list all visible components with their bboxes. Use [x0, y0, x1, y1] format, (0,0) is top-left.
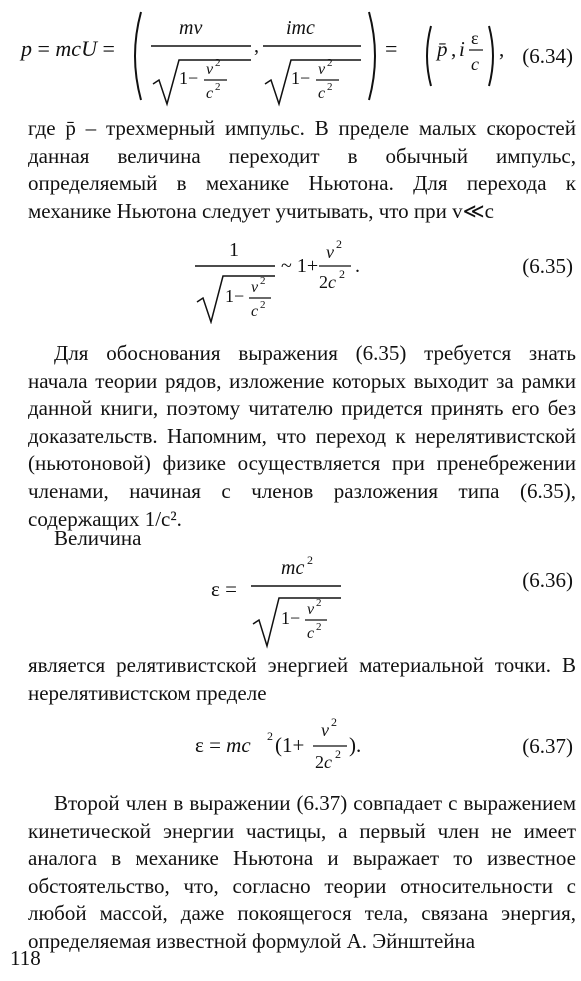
svg-text:ε =: ε = — [210, 577, 237, 601]
svg-text:~ 1+: ~ 1+ — [280, 255, 318, 277]
svg-text:v: v — [306, 601, 314, 618]
svg-text:v: v — [250, 279, 258, 296]
paragraph-5: Второй член в выражении (6.37) совпадает с выражением кинетической энергии частицы, а первый член не имеет аналога в механике Ньютона и выражает то известное обстоятельство, что, согласно теории относительности с любой массой, даже покоящегося тела, связана энергия, определяемая известной формулой А. Эйнштейна — [28, 791, 576, 953]
svg-text:,: , — [498, 37, 504, 61]
svg-text:2: 2 — [214, 81, 220, 93]
svg-text:mv⃗: mv⃗ — [178, 17, 218, 39]
svg-text:2: 2 — [326, 81, 332, 93]
equation-6-34 — [0, 4, 581, 108]
equation-number: (6.37) — [522, 734, 573, 758]
svg-text:1−: 1− — [280, 608, 300, 628]
equation-6-37-formula — [191, 710, 391, 786]
equation-6-37 — [0, 710, 581, 786]
svg-text:(1+: (1+ — [274, 733, 304, 757]
svg-text:2: 2 — [326, 57, 332, 69]
equation-6-34-vector — [421, 4, 531, 108]
svg-text:2: 2 — [266, 729, 273, 743]
paragraph-1: где p̄ – трехмерный импульс. В пределе малых скоростей данная величина переходит в обычный импульс, определяемый в механике Ньютона. Для перехода к механике Ньютона следует учитывать, что при v≪c — [28, 116, 576, 223]
svg-text:2: 2 — [315, 597, 321, 609]
equation-number: (6.35) — [522, 254, 573, 278]
svg-text:ε: ε — [470, 28, 479, 48]
equation-6-36 — [0, 550, 581, 650]
svg-text:2: 2 — [259, 275, 265, 287]
svg-text:c: c — [205, 85, 213, 102]
svg-text:1−: 1− — [178, 68, 198, 88]
paragraph-2: Для обоснования выражения (6.35) требуется знать начала теории рядов, изложение которых выходит за рамки данной книги, поэтому читателю придется принять его без доказательств. Напомним, что переход к нерелятивистской (ньютоновой) физике осуществляется при пренебрежении членами, начиная с членов разложения типа (6.35), содержащих 1/c². — [28, 341, 576, 531]
svg-text:v: v — [317, 61, 325, 78]
svg-text:p̄: p̄ — [436, 37, 447, 61]
page-number: 118 — [10, 946, 41, 970]
svg-text:=: = — [384, 36, 397, 61]
svg-text:2c: 2c — [314, 752, 332, 772]
svg-text:c: c — [306, 625, 314, 642]
svg-text:mc: mc — [280, 557, 304, 579]
svg-text:v: v — [205, 61, 213, 78]
svg-text:2: 2 — [259, 299, 265, 311]
equation-6-35 — [0, 232, 581, 324]
svg-text:p = mcU =: p = mcU = — [20, 36, 115, 61]
equation-number: (6.36) — [522, 568, 573, 592]
svg-text:2: 2 — [335, 237, 342, 251]
svg-text:1−: 1− — [290, 68, 310, 88]
svg-text:2: 2 — [306, 553, 313, 567]
equation-6-35-formula — [191, 232, 391, 324]
svg-text:2: 2 — [338, 267, 345, 281]
svg-text:2: 2 — [330, 715, 337, 729]
svg-text:c: c — [317, 85, 325, 102]
svg-text:2c: 2c — [318, 272, 336, 292]
svg-text:,: , — [450, 37, 456, 61]
paragraph-4: является релятивистской энергией материальной точки. В нерелятивистском пределе — [28, 653, 576, 705]
svg-text:,: , — [253, 35, 259, 57]
equation-6-36-formula — [201, 550, 381, 650]
svg-text:2: 2 — [214, 57, 220, 69]
svg-text:1−: 1− — [224, 286, 244, 306]
svg-text:.: . — [354, 255, 360, 277]
equation-6-34-formula — [1, 4, 421, 108]
paragraph-3: Величина — [54, 526, 142, 550]
equation-number: (6.34) — [522, 44, 573, 68]
svg-text:2: 2 — [334, 747, 341, 761]
svg-text:v: v — [325, 242, 334, 262]
svg-text:v: v — [320, 720, 329, 740]
svg-text:ε = mc: ε = mc — [194, 733, 251, 757]
svg-text:i: i — [458, 37, 465, 61]
svg-text:1: 1 — [228, 239, 239, 261]
svg-text:2: 2 — [315, 621, 321, 633]
svg-text:c: c — [250, 303, 258, 320]
svg-text:c: c — [470, 54, 479, 74]
svg-text:imc: imc — [285, 17, 315, 39]
svg-text:).: ). — [348, 733, 361, 757]
